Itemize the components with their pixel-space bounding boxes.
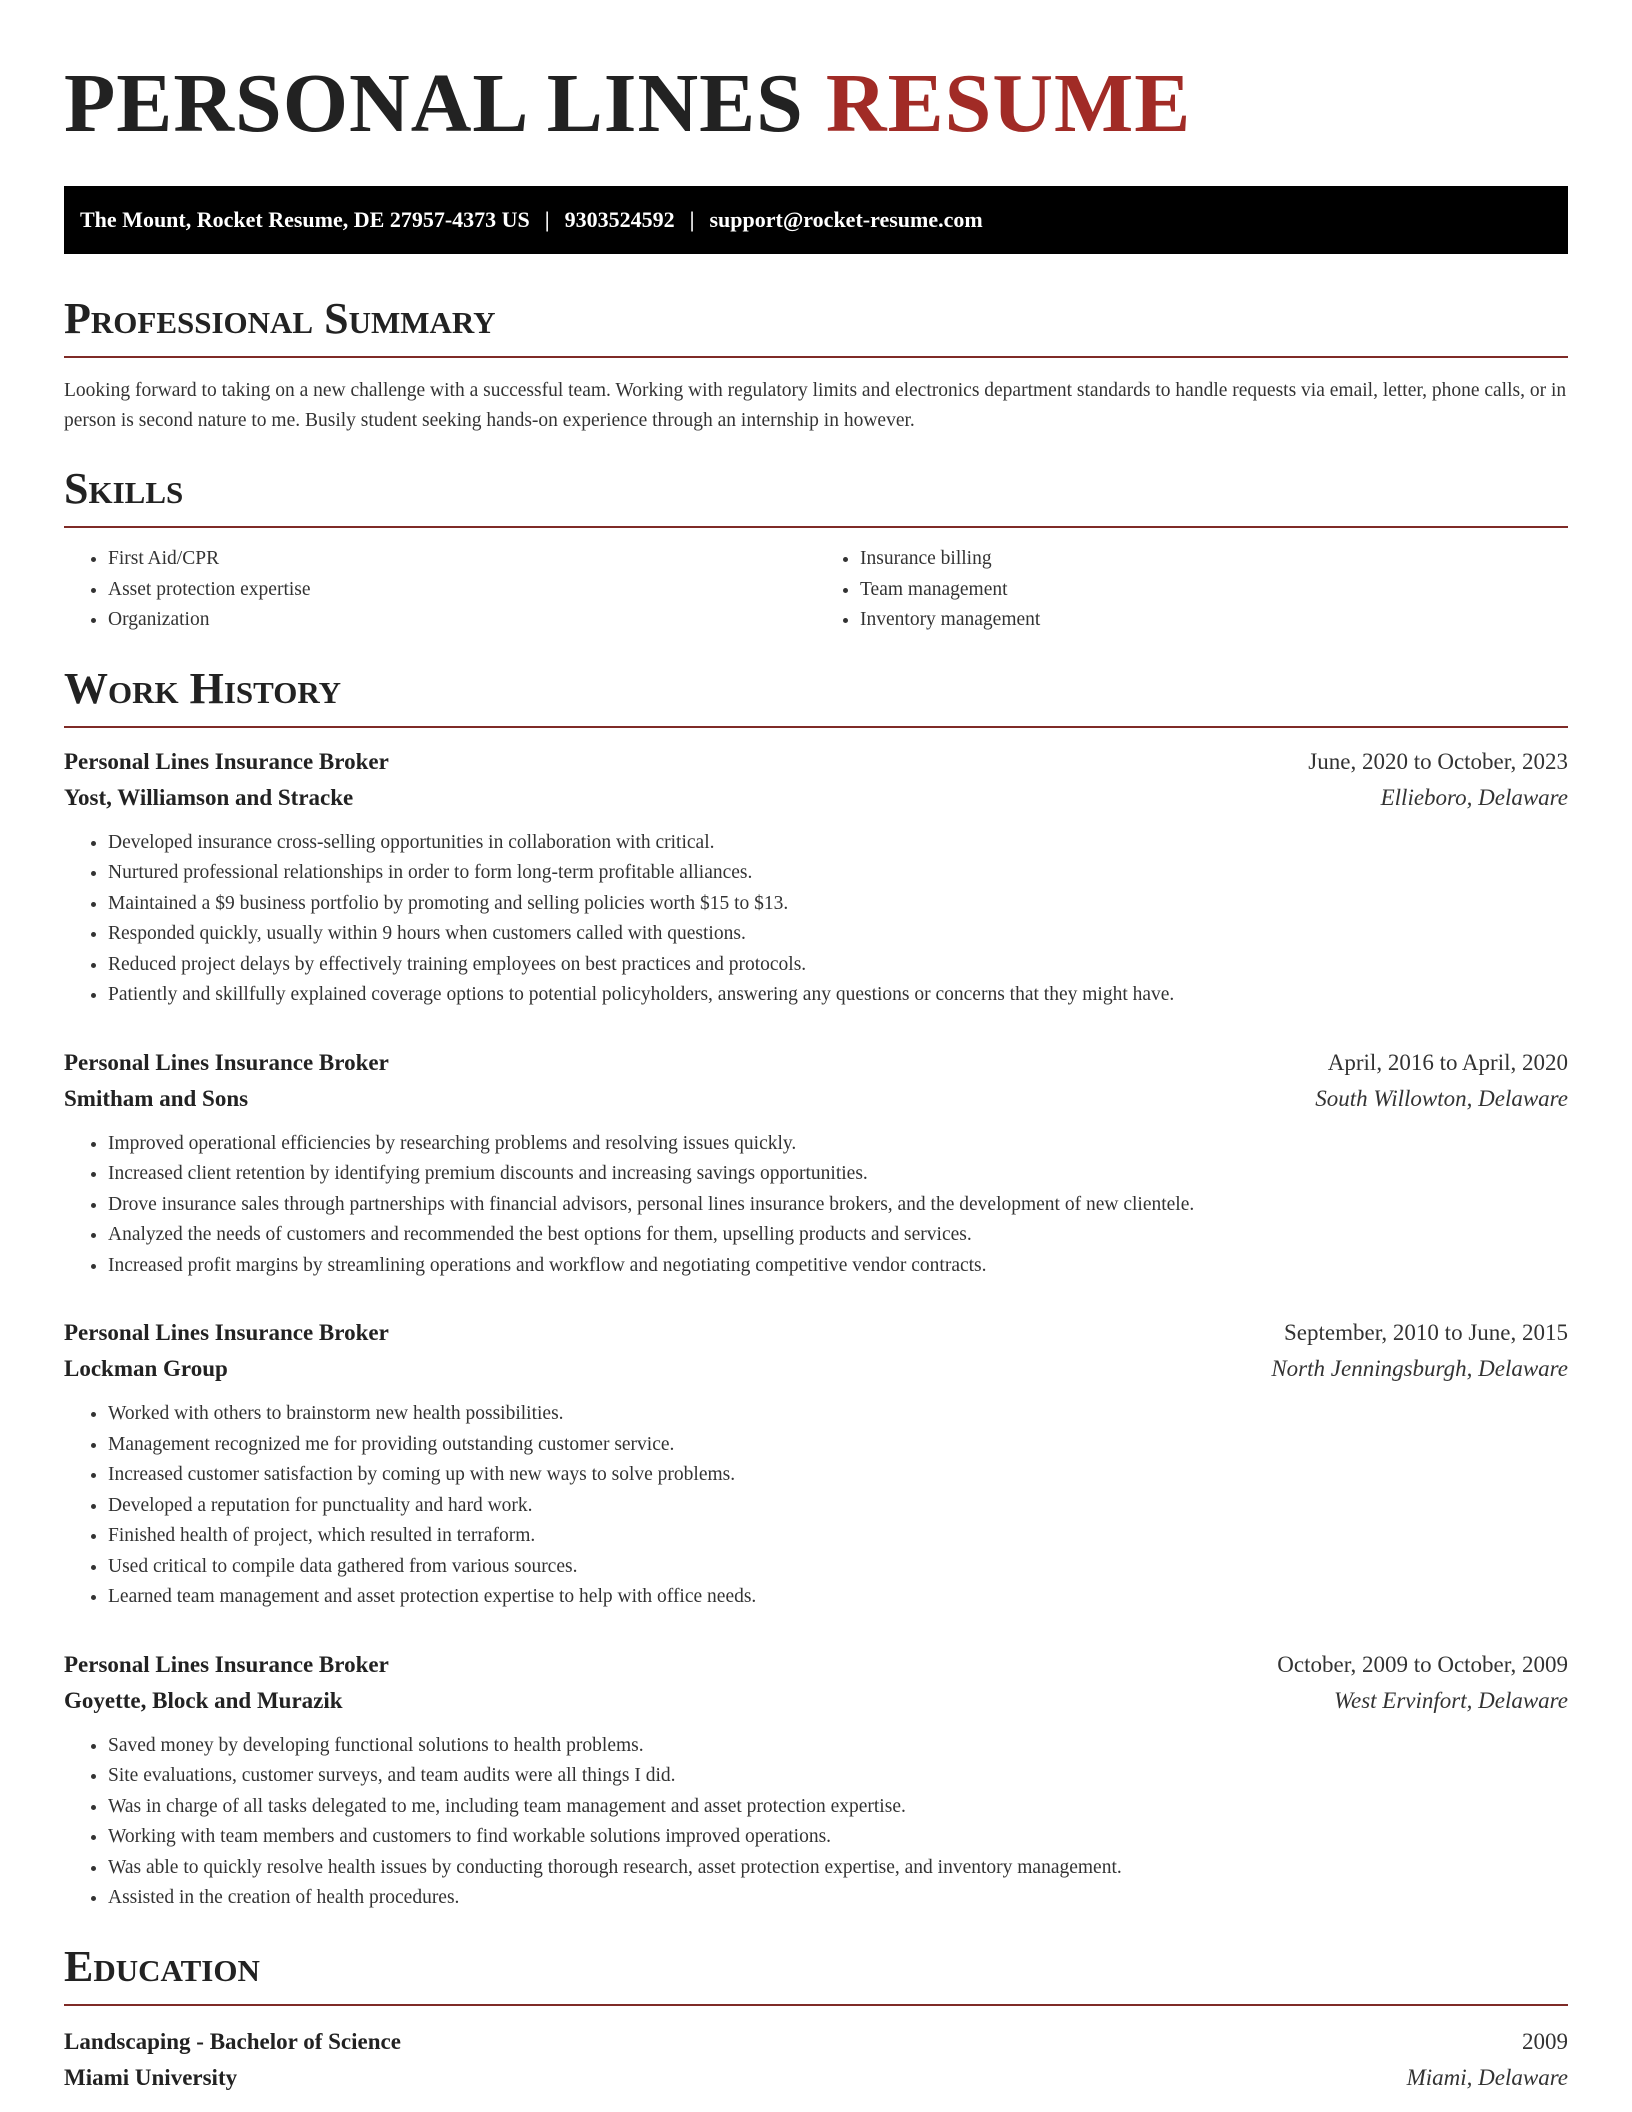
- job-header-row: [64, 1315, 1568, 1351]
- job-location: North Jenningsburgh, Delaware: [1271, 1356, 1568, 1381]
- contact-phone: 9303524592: [564, 207, 675, 232]
- education-degree: Landscaping - Bachelor of Science: [64, 2028, 401, 2054]
- section-divider: [64, 356, 1568, 358]
- job-company-row: [64, 1351, 1568, 1387]
- skill-item: • Organization: [108, 605, 816, 636]
- contact-address: The Mount, Rocket Resume, DE 27957-4373 US: [80, 207, 530, 232]
- job-entry: [64, 744, 1568, 1011]
- job-header-row: [64, 1647, 1568, 1683]
- title-main: PERSONAL LINES: [64, 57, 826, 150]
- education-degree-row: [64, 2024, 1568, 2060]
- resume-title: [64, 56, 1568, 152]
- section-heading-skills: Skills: [64, 464, 184, 513]
- job-header-row: [64, 744, 1568, 780]
- job-bullet: • Increased profit margins by streamlining operations and workflow and negotiating competitive vendor contracts.: [108, 1251, 1568, 1282]
- skill-item: • Inventory management: [860, 605, 1568, 636]
- job-bullet: • Increased customer satisfaction by coming up with new ways to solve problems.: [108, 1460, 1568, 1491]
- job-entry: [64, 1315, 1568, 1613]
- job-bullet: • Developed insurance cross-selling opportunities in collaboration with critical.: [108, 828, 1568, 859]
- job-bullet: • Management recognized me for providing outstanding customer service.: [108, 1430, 1568, 1461]
- contact-bar: [64, 186, 1568, 254]
- job-title: Personal Lines Insurance Broker: [64, 1049, 389, 1075]
- work-history-section: [64, 664, 1568, 1914]
- section-divider: [64, 726, 1568, 728]
- skill-item: • Team management: [860, 575, 1568, 606]
- job-bullet: • Learned team management and asset protection expertise to help with office needs.: [108, 1582, 1568, 1613]
- job-bullet: • Was in charge of all tasks delegated to me, including team management and asset protection expertise.: [108, 1792, 1568, 1823]
- job-bullet: • Worked with others to brainstorm new health possibilities.: [108, 1399, 1568, 1430]
- job-bullet: • Patiently and skillfully explained coverage options to potential policyholders, answering any questions or concerns that they might have.: [108, 980, 1568, 1011]
- section-divider: [64, 526, 1568, 528]
- job-bullet-list: [64, 1731, 1568, 1914]
- job-company: Goyette, Block and Murazik: [64, 1687, 343, 1713]
- job-bullet: • Saved money by developing functional solutions to health problems.: [108, 1731, 1568, 1762]
- job-bullet: • Assisted in the creation of health procedures.: [108, 1883, 1568, 1914]
- section-divider: [64, 2004, 1568, 2006]
- section-heading-education: Education: [64, 1941, 260, 1991]
- job-bullet: • Reduced project delays by effectively training employees on best practices and protocols.: [108, 950, 1568, 981]
- education-location: Miami, Delaware: [1406, 2064, 1568, 2090]
- section-heading-work-history: Work History: [64, 663, 342, 713]
- job-bullet-list: [64, 828, 1568, 1011]
- education-entry: [64, 2024, 1568, 2096]
- skills-grid: [64, 544, 1568, 636]
- skills-section: [64, 464, 1568, 636]
- job-bullet: • Analyzed the needs of customers and recommended the best options for them, upselling products and services.: [108, 1220, 1568, 1251]
- professional-summary-section: [64, 294, 1568, 436]
- job-location: West Ervinfort, Delaware: [1333, 1687, 1568, 1713]
- job-bullet: • Maintained a $9 business portfolio by promoting and selling policies worth $15 to $13.: [108, 889, 1568, 920]
- job-title: Personal Lines Insurance Broker: [64, 1320, 389, 1345]
- job-bullet-list: [64, 1399, 1568, 1613]
- job-dates: June, 2020 to October, 2023: [1308, 748, 1568, 774]
- job-company: Smitham and Sons: [64, 1085, 249, 1111]
- job-header-row: [64, 1045, 1568, 1081]
- title-accent: RESUME: [825, 57, 1192, 150]
- skills-column-right: [816, 544, 1568, 636]
- job-company-row: [64, 1081, 1568, 1117]
- section-heading-summary: Professional Summary: [64, 294, 496, 343]
- skill-item: • First Aid/CPR: [108, 544, 816, 575]
- skill-item: • Insurance billing: [860, 544, 1568, 575]
- job-dates: April, 2016 to April, 2020: [1327, 1049, 1568, 1075]
- contact-separator: |: [689, 207, 695, 232]
- skills-list-left: [64, 544, 816, 636]
- job-bullet: • Working with team members and customers to find workable solutions improved operations.: [108, 1822, 1568, 1853]
- job-location: Ellieboro, Delaware: [1380, 784, 1568, 810]
- contact-email: support@rocket-resume.com: [709, 207, 983, 232]
- education-school: Miami University: [64, 2064, 238, 2090]
- job-bullet-list: [64, 1129, 1568, 1282]
- job-dates: October, 2009 to October, 2009: [1277, 1651, 1568, 1677]
- job-bullet: • Used critical to compile data gathered from various sources.: [108, 1552, 1568, 1583]
- job-bullet: • Was able to quickly resolve health issues by conducting thorough research, asset protection expertise, and inventory management.: [108, 1853, 1568, 1884]
- job-bullet: • Responded quickly, usually within 9 hours when customers called with questions.: [108, 919, 1568, 950]
- skills-list-right: [816, 544, 1568, 636]
- job-title: Personal Lines Insurance Broker: [64, 1651, 389, 1677]
- job-bullet: • Drove insurance sales through partnerships with financial advisors, personal lines insurance brokers, and the development of new clientele.: [108, 1190, 1568, 1221]
- job-bullet: • Nurtured professional relationships in order to form long-term profitable alliances.: [108, 858, 1568, 889]
- job-bullet: • Improved operational efficiencies by researching problems and resolving issues quickly.: [108, 1129, 1568, 1160]
- job-company-row: [64, 1683, 1568, 1719]
- job-company: Lockman Group: [64, 1356, 228, 1381]
- job-company-row: [64, 780, 1568, 816]
- job-bullet: • Developed a reputation for punctuality and hard work.: [108, 1491, 1568, 1522]
- summary-text: Looking forward to taking on a new challenge with a successful team. Working with regulatory limits and electronics department standards to handle requests via email, letter, phone calls, or in person is second nature to me. Busily student seeking hands-on experience through an internship in however.: [64, 380, 1567, 431]
- education-year: 2009: [1522, 2028, 1568, 2054]
- education-school-row: [64, 2060, 1568, 2096]
- job-bullet: • Increased client retention by identifying premium discounts and increasing savings opportunities.: [108, 1159, 1568, 1190]
- job-entry: [64, 1045, 1568, 1282]
- job-dates: September, 2010 to June, 2015: [1284, 1320, 1568, 1345]
- skill-item: • Asset protection expertise: [108, 575, 816, 606]
- job-entry: [64, 1647, 1568, 1914]
- job-bullet: • Site evaluations, customer surveys, and team audits were all things I did.: [108, 1761, 1568, 1792]
- contact-separator: |: [544, 207, 550, 232]
- job-company: Yost, Williamson and Stracke: [64, 784, 354, 810]
- job-location: South Willowton, Delaware: [1315, 1085, 1568, 1111]
- job-title: Personal Lines Insurance Broker: [64, 748, 389, 774]
- skills-column-left: [64, 544, 816, 636]
- job-bullet: • Finished health of project, which resulted in terraform.: [108, 1521, 1568, 1552]
- education-section: [64, 1942, 1568, 2096]
